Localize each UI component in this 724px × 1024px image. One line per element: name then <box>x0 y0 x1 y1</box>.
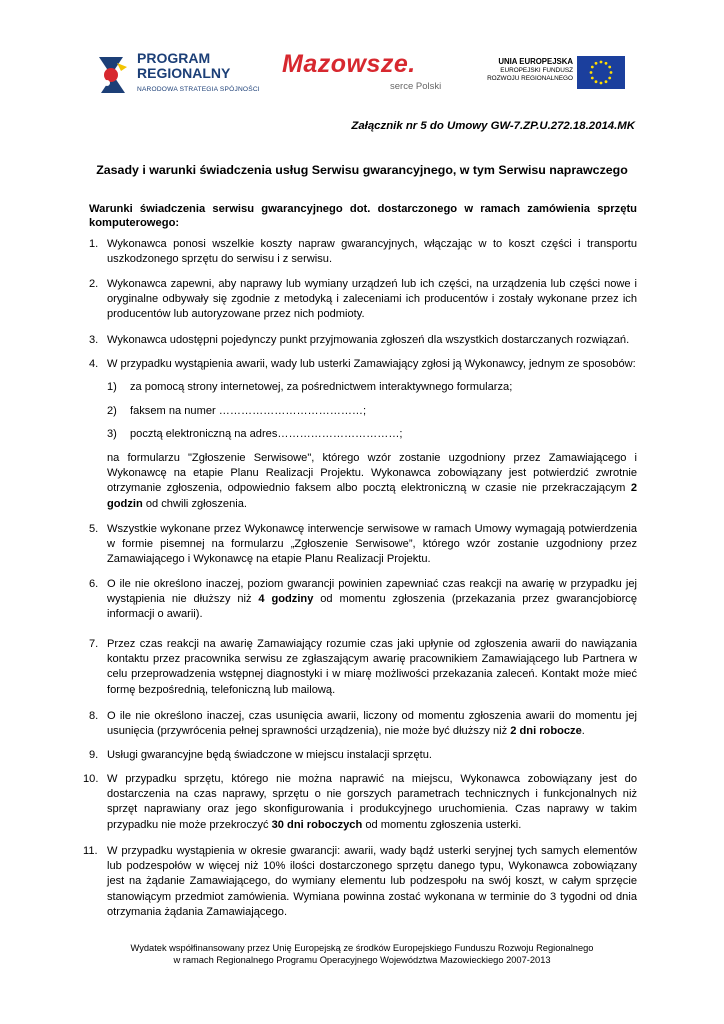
item-text <box>107 577 637 623</box>
item-number: 2. <box>89 278 99 290</box>
section-subheading: Warunki świadczenia serwisu gwarancyjnego dot. dostarczonego w ramach zamówienia sprzętu komputerowego: <box>89 203 637 229</box>
mazowsze-logo-word: Mazowsze. <box>282 50 416 78</box>
item-number: 8. <box>89 710 99 722</box>
item-number: 9. <box>89 749 99 761</box>
item4-note-text: na formularzu "Zgłoszenie Serwisowe", którego wzór zostanie uzgodniony przez Zamawiającego i Wykonawcę na etapie Planu Realizacji Projektu. Wykonawca zobowiązany jest potwierdzić zwrotnie otrzymanie zgłoszenia, odpowiednio faksem albo pocztą elektroniczną w czasie nie przekraczającym <box>107 452 637 495</box>
item-number: 5. <box>89 523 99 535</box>
item-text: Wykonawca ponosi wszelkie koszty napraw gwarancyjnych, włączając w to koszt części i transportu uszkodzonego sprzętu do serwisu i z serwisu. <box>107 238 637 266</box>
item-text: W przypadku wystąpienia w okresie gwarancji: awarii, wady bądź usterki seryjnej tych samych elementów lub podzespołów w więcej niż 10% ilości dostarczonego sprzętu danego typu, Wykonawca zobowiązany jest na żądanie Zamawiającego, do wymiany elementu lub podzespołu na swój koszt, w całym sprzęcie stanowiącym przedmiot zamówienia. Wymiana powinna zostać wykonana w terminie do 3 tygodni od dnia otrzymania żądania Zamawiającego. <box>107 845 637 918</box>
item-text: Usługi gwarancyjne będą świadczone w miejscu instalacji sprzętu. <box>107 749 432 761</box>
item-number: 1. <box>89 238 99 250</box>
eu-logo-line3: ROZWOJU REGIONALNEGO <box>487 75 573 82</box>
item-number: 4. <box>89 358 99 370</box>
item-text <box>107 772 637 833</box>
item-text <box>107 709 637 739</box>
eu-flag-icon <box>577 56 625 89</box>
item-number: 11. <box>83 845 98 857</box>
item-text-bold: 4 godziny <box>258 593 314 606</box>
eu-logo-line1: UNIA EUROPEJSKA <box>498 57 573 66</box>
mazowsze-logo <box>282 50 457 96</box>
item4-note <box>107 451 637 512</box>
eu-logo-line2: EUROPEJSKI FUNDUSZ <box>500 67 573 74</box>
mazowsze-logo-tagline: serce Polski <box>390 81 442 92</box>
subitem-number: 3) <box>107 428 117 440</box>
program-logo-line2: REGIONALNY <box>137 65 231 81</box>
subitem-text: faksem na numer …………………………………; <box>130 405 367 417</box>
eu-logo <box>487 56 625 90</box>
item4-note-bold: 2 godzin <box>107 482 637 510</box>
subitem-number: 1) <box>107 381 117 393</box>
annex-reference: Załącznik nr 5 do Umowy GW-7.ZP.U.272.18.2014.MK <box>351 120 635 132</box>
program-regionalny-mark-icon <box>97 53 129 97</box>
item-number: 6. <box>89 578 99 590</box>
item-text: W przypadku wystąpienia awarii, wady lub usterki Zamawiający zgłosi ją Wykonawcy, jednym ze sposobów: <box>107 358 636 370</box>
subitem-number: 2) <box>107 405 117 417</box>
item-text-part: . <box>581 725 585 738</box>
item-text-bold: 2 dni robocze <box>510 725 582 738</box>
item-number: 7. <box>89 638 99 650</box>
item-text-part: od momentu zgłoszenia usterki. <box>362 818 522 831</box>
subitem-text: pocztą elektroniczną na adres……………………………; <box>130 428 403 440</box>
item4-note-tail: od chwili zgłoszenia. <box>142 497 247 510</box>
program-logo-line3: NARODOWA STRATEGIA SPÓJNOŚCI <box>137 86 260 93</box>
program-regionalny-logo <box>97 45 272 103</box>
footer <box>0 943 724 966</box>
program-logo-line1: PROGRAM <box>137 50 211 66</box>
item-number: 10. <box>83 773 99 785</box>
subitem-text: za pomocą strony internetowej, za pośrednictwem interaktywnego formularza; <box>130 381 513 393</box>
document-title: Zasady i warunki świadczenia usług Serwisu gwarancyjnego, w tym Serwisu naprawczego <box>96 163 628 177</box>
item-text-bold: 30 dni roboczych <box>271 818 363 831</box>
footer-line2: w ramach Regionalnego Programu Operacyjnego Województwa Mazowieckiego 2007-2013 <box>173 954 551 965</box>
item-text-part: O ile nie określono inaczej, czas usunięcia awarii, liczony od momentu zgłoszenia awarii do momentu jej usunięcia (przywrócenia pełnej sprawności urządzenia), nie może być dłuższy niż <box>107 710 637 738</box>
item-text: Wykonawca zapewni, aby naprawy lub wymiany urządzeń lub ich części, na urządzenia lub części nowe i oryginalne odbywały się zgodnie z metodyką i zaleceniami ich producentów i zostały wykonane przez ich producentów lub autoryzowane przez nich podmioty. <box>107 278 637 321</box>
item-text: Przez czas reakcji na awarię Zamawiający rozumie czas jaki upłynie od zgłoszenia awarii do nawiązania kontaktu przez pracownika serwisu ze zgłaszającym awarię pracownikiem Zamawiającego lub Partnera w celu przeprowadzenia wstępnej diagnostyki i w miarę możliwości przekazania zaleceń. Kontakt może mieć formę bezpośrednią, telefoniczną lub mailową. <box>107 638 637 696</box>
item-text-part: od momentu zgłoszenia (przekazania przez gwarancjobiorcę informacji o awarii). <box>107 593 637 621</box>
item-text-part: O ile nie określono inaczej, poziom gwarancji powinien zapewniać czas reakcji na awarię w przypadku jej wystąpienia nie dłuższy niż <box>107 578 637 606</box>
footer-line1: Wydatek współfinansowany przez Unię Europejską ze środków Europejskiego Funduszu Rozwoju Regionalnego <box>130 943 594 953</box>
item-text: Wszystkie wykonane przez Wykonawcę interwencje serwisowe w ramach Umowy wymagają potwierdzenia w formie pisemnej na formularzu „Zgłoszenie Serwisowe”, którego wzór zostanie uzgodniony przez Zamawiającego i Wykonawcę na etapie Planu Realizacji Projektu. <box>107 523 637 566</box>
item-text: Wykonawca udostępni pojedynczy punkt przyjmowania zgłoszeń dla wszystkich dostarczanych rozwiązań. <box>107 334 630 346</box>
item-number: 3. <box>89 334 99 346</box>
item-text-part: W przypadku sprzętu, którego nie można naprawić na miejscu, Wykonawca zobowiązany jest do dostarczenia na czas naprawy, sprzętu o nie gorszych parametrach technicznych i funkcjonalnych niż sprzęt naprawiany oraz jego skonfigurowania i produkcyjnego uruchomienia. Czas naprawy w takim przypadku nie może przekroczyć <box>107 773 637 831</box>
